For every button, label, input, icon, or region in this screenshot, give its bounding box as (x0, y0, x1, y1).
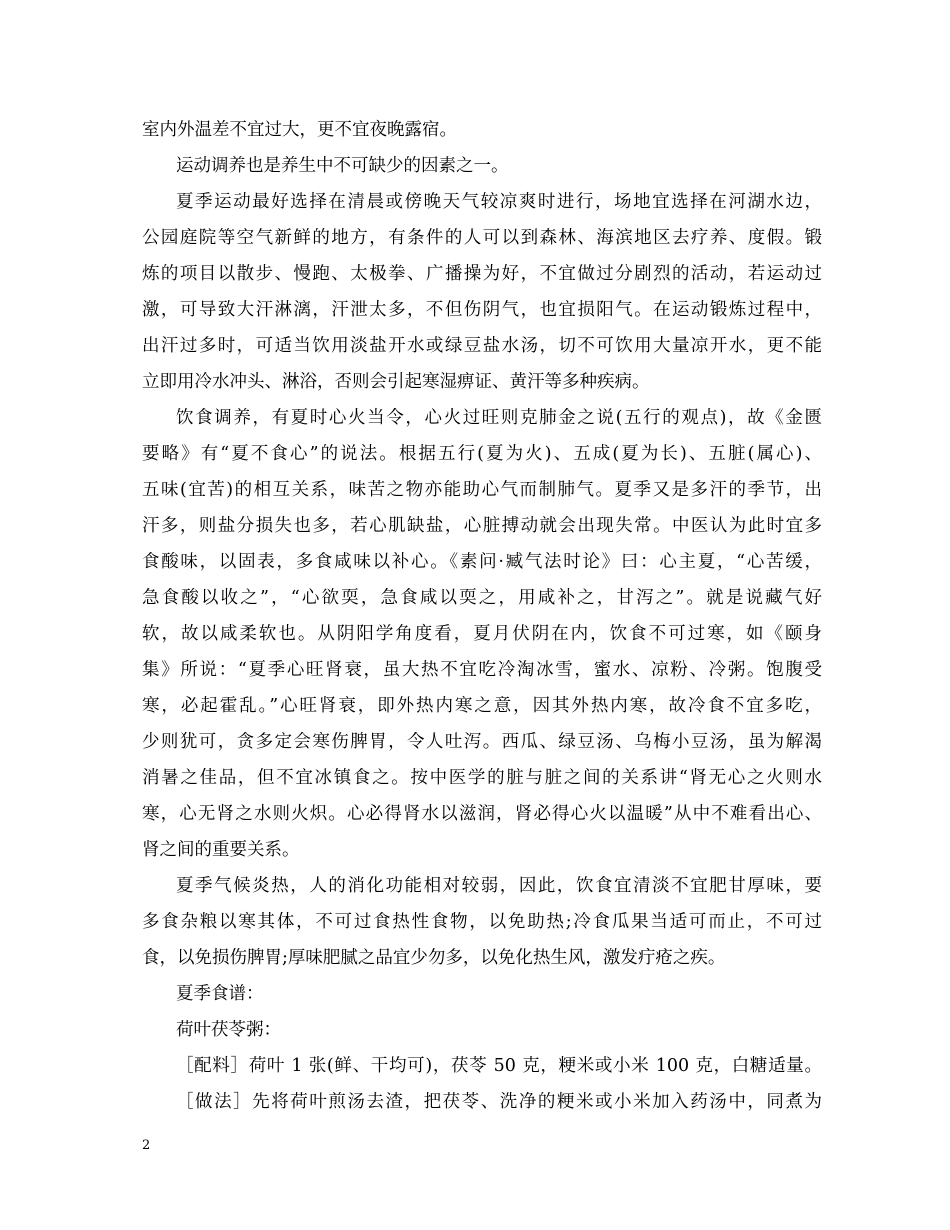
text-line: 荷叶茯苓粥： (176, 1020, 281, 1040)
text-line: 软，故以咸柔软也。从阴阳学角度看，夏月伏阴在内，饮食不可过寒，如《颐身 (142, 624, 822, 644)
text-line: 公园庭院等空气新鲜的地方，有条件的人可以到森林、海滨地区去疗养、度假。锻 (142, 228, 822, 248)
text-line: 室内外温差不宜过大，更不宜夜晚露宿。 (142, 120, 457, 140)
text-line: 集》所说：“夏季心旺肾衰，虽大热不宜吃冷淘冰雪，蜜水、凉粉、冷粥。饱腹受 (142, 660, 822, 680)
text-line: 消暑之佳品，但不宜冰镇食之。按中医学的脏与脏之间的关系讲“肾无心之火则水 (142, 768, 822, 788)
text-line: 立即用冷水冲头、淋浴，否则会引起寒湿痹证、黄汗等多种疾病。 (142, 372, 650, 392)
text-line: 汗多，则盐分损失也多，若心肌缺盐，心脏搏动就会出现失常。中医认为此时宜多 (142, 516, 822, 536)
text-line: 五味(宜苦)的相互关系，味苦之物亦能助心气而制肺气。夏季又是多汗的季节，出 (142, 480, 822, 500)
text-line: 肾之间的重要关系。 (142, 840, 300, 860)
text-line: 炼的项目以散步、慢跑、太极拳、广播操为好，不宜做过分剧烈的活动，若运动过 (142, 264, 822, 284)
text-line: 食酸味，以固表，多食咸味以补心。《素问·臧气法时论》曰：心主夏，“心苦缓， (142, 552, 822, 572)
text-line: 寒，必起霍乱。”心旺肾衰，即外热内寒之意，因其外热内寒，故冷食不宜多吃， (142, 696, 822, 716)
text-line: 寒，心无肾之水则火炽。心必得肾水以滋润，肾必得心火以温暖”从中不难看出心、 (142, 804, 822, 824)
text-line: 出汗过多时，可适当饮用淡盐开水或绿豆盐水汤，切不可饮用大量凉开水，更不能 (142, 336, 822, 356)
text-line: 夏季运动最好选择在清晨或傍晚天气较凉爽时进行，场地宜选择在河湖水边， (176, 192, 822, 212)
text-line: 多食杂粮以寒其体，不可过食热性食物，以免助热;冷食瓜果当适可而止，不可过 (142, 912, 822, 932)
text-line: 少则犹可，贪多定会寒伤脾胃，令人吐泻。西瓜、绿豆汤、乌梅小豆汤，虽为解渴 (142, 732, 822, 752)
text-line: ［做法］先将荷叶煎汤去渣，把茯苓、洗净的粳米或小米加入药汤中，同煮为 (176, 1092, 822, 1112)
text-line: 运动调养也是养生中不可缺少的因素之一。 (176, 156, 509, 176)
text-line: 夏季食谱： (176, 984, 264, 1004)
text-line: ［配料］荷叶 1 张(鲜、干均可)，茯苓 50 克，粳米或小米 100 克，白糖适量。 (176, 1056, 822, 1076)
text-line: 急食酸以收之”，“心欲耎，急食咸以耎之，用咸补之，甘泻之”。就是说藏气好 (142, 588, 822, 608)
text-line: 激，可导致大汗淋漓，汗泄太多，不但伤阴气，也宜损阳气。在运动锻炼过程中， (142, 300, 822, 320)
page-number: 2 (142, 1138, 151, 1153)
text-line: 饮食调养，有夏时心火当令，心火过旺则克肺金之说(五行的观点)，故《金匮 (176, 408, 822, 428)
text-line: 食，以免损伤脾胃;厚味肥腻之品宜少勿多，以免化热生风，激发疔疮之疾。 (142, 948, 726, 968)
text-line: 要略》有“夏不食心”的说法。根据五行(夏为火)、五成(夏为长)、五脏(属心)、 (142, 444, 822, 464)
text-line: 夏季气候炎热，人的消化功能相对较弱，因此，饮食宜清淡不宜肥甘厚味，要 (176, 876, 822, 896)
